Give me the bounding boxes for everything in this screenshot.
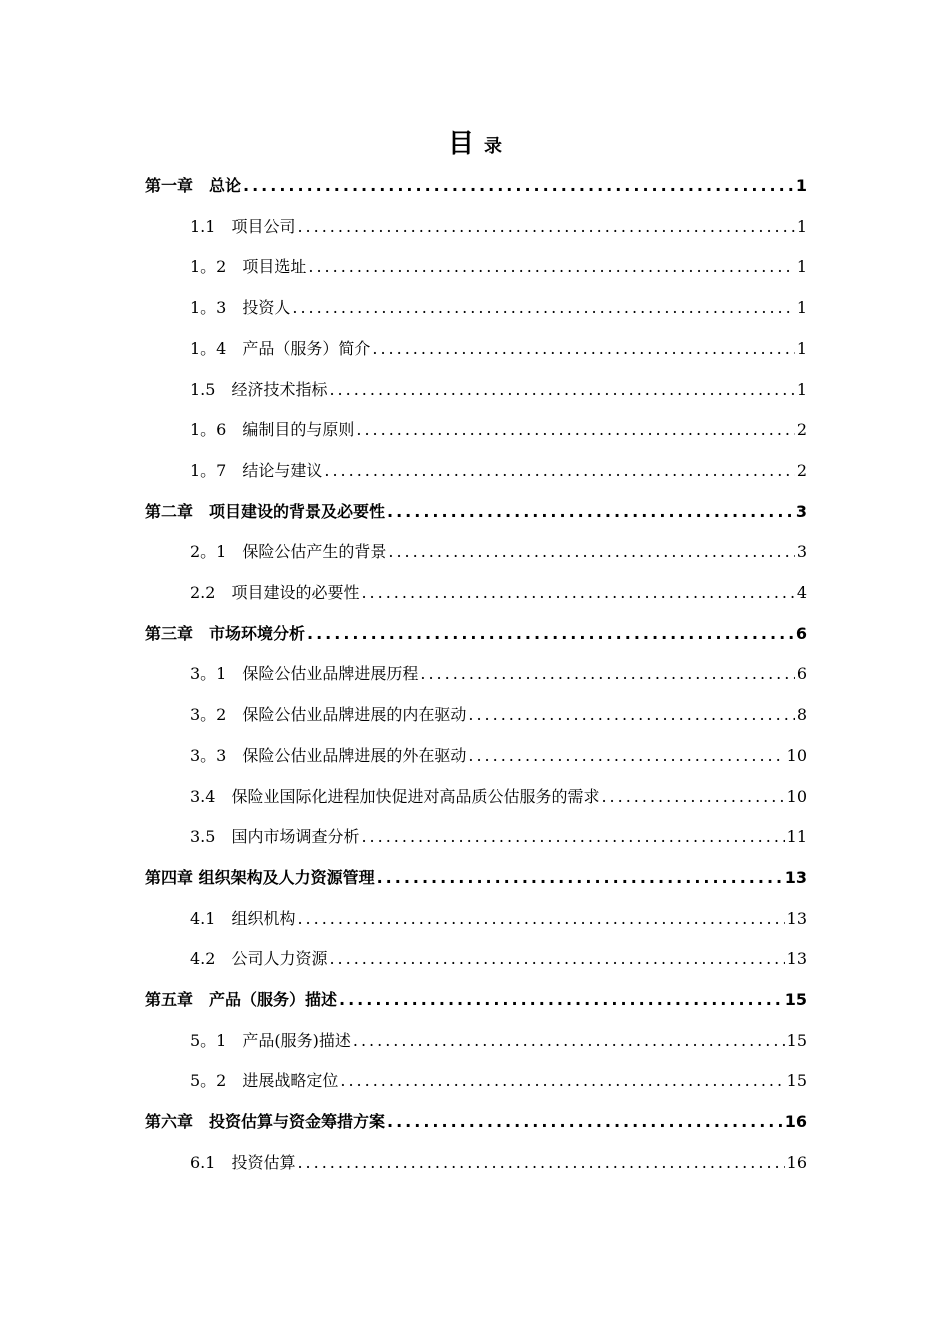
- toc-dot-leader: [329, 374, 794, 406]
- toc-dot-leader: [339, 984, 783, 1016]
- toc-page-number: 2: [796, 460, 807, 480]
- toc-entry-label: 3。2 保险公估业品牌进展的内在驱动: [190, 705, 467, 725]
- toc-dot-leader: [353, 1025, 785, 1057]
- toc-entry-label: 1。4 产品（服务）简介: [190, 338, 371, 358]
- toc-page-number: 3: [796, 542, 807, 562]
- toc-chapter-entry[interactable]: [145, 618, 807, 650]
- toc-page-number: 1: [796, 338, 807, 358]
- toc-entry-label: 2。1 保险公估产生的背景: [190, 542, 387, 562]
- toc-entry-label: 6.1 投资估算: [190, 1152, 296, 1172]
- toc-page-number: 1: [796, 379, 807, 399]
- toc-page-number: 1: [796, 257, 807, 277]
- toc-dot-leader: [340, 1065, 784, 1097]
- toc-dot-leader: [361, 821, 784, 853]
- toc-page-number: 3: [795, 501, 807, 521]
- toc-page-number: 6: [795, 623, 807, 643]
- toc-page-number: 15: [786, 1071, 807, 1091]
- toc-chapter-entry[interactable]: [145, 862, 807, 894]
- toc-page-number: 10: [786, 786, 807, 806]
- toc-entry-label: 第三章 市场环境分析: [145, 623, 306, 643]
- toc-entry-label: 5。1 产品(服务)描述: [190, 1030, 351, 1050]
- toc-entry-label: 1.5 经济技术指标: [190, 379, 328, 399]
- toc-chapter-entry[interactable]: [145, 984, 807, 1016]
- toc-dot-leader: [387, 496, 794, 528]
- toc-entry-label: 第二章 项目建设的背景及必要性: [145, 501, 386, 521]
- toc-section-entry[interactable]: [190, 903, 807, 935]
- toc-entry-label: 3.5 国内市场调查分析: [190, 827, 360, 847]
- toc-dot-leader: [307, 618, 794, 650]
- toc-dot-leader: [297, 211, 794, 243]
- toc-page-number: 2: [796, 420, 807, 440]
- toc-page-number: 16: [784, 1112, 807, 1132]
- toc-entry-label: 5。2 进展战略定位: [190, 1071, 339, 1091]
- toc-entry-label: 1。2 项目选址: [190, 257, 307, 277]
- toc-entry-label: 第一章 总论: [145, 176, 242, 195]
- toc-page-number: 11: [786, 827, 807, 847]
- toc-section-entry[interactable]: [190, 577, 807, 609]
- toc-entry-label: 3。3 保险公估业品牌进展的外在驱动: [190, 745, 467, 765]
- toc-dot-leader: [468, 740, 784, 772]
- toc-dot-leader: [308, 251, 794, 283]
- toc-dot-leader: [420, 658, 794, 690]
- toc-dot-leader: [292, 292, 794, 324]
- toc-dot-leader: [329, 943, 784, 975]
- toc-dot-leader: [601, 781, 784, 813]
- toc-entry-label: 3。1 保险公估业品牌进展历程: [190, 664, 419, 684]
- toc-dot-leader: [377, 862, 783, 894]
- toc-section-entry[interactable]: [190, 658, 807, 690]
- toc-page-number: 16: [786, 1152, 807, 1172]
- toc-chapter-entry[interactable]: [145, 170, 807, 202]
- toc-page-number: 4: [796, 583, 807, 602]
- toc-section-entry[interactable]: [190, 455, 807, 487]
- toc-section-entry[interactable]: [190, 414, 807, 446]
- toc-title-main: 目: [447, 129, 474, 159]
- toc-entry-label: 第四章 组织架构及人力资源管理: [145, 867, 375, 887]
- toc-chapter-entry[interactable]: [145, 1106, 807, 1138]
- toc-section-entry[interactable]: [190, 211, 807, 243]
- toc-title: [0, 128, 950, 163]
- toc-page-number: 10: [786, 745, 807, 765]
- toc-page-number: 15: [784, 990, 807, 1009]
- toc-chapter-entry[interactable]: [145, 496, 807, 528]
- toc-section-entry[interactable]: [190, 1065, 807, 1097]
- toc-page-number: 1: [795, 176, 807, 195]
- toc-entry-label: 1。3 投资人: [190, 298, 291, 318]
- toc-page-number: 8: [796, 705, 807, 725]
- toc-section-entry[interactable]: [190, 943, 807, 975]
- toc-entry-label: 1.1 项目公司: [190, 216, 296, 236]
- toc-section-entry[interactable]: [190, 374, 807, 406]
- toc-entry-label: 2.2 项目建设的必要性: [190, 583, 360, 602]
- toc-page-number: 1: [796, 298, 807, 318]
- toc-page-number: 13: [786, 949, 807, 969]
- toc-title-sub: 录: [484, 136, 502, 157]
- toc-entry-label: 4.1 组织机构: [190, 908, 296, 928]
- toc-section-entry[interactable]: [190, 781, 807, 813]
- toc-dot-leader: [388, 536, 794, 568]
- toc-section-entry[interactable]: [190, 333, 807, 365]
- toc-entry-label: 1。7 结论与建议: [190, 460, 323, 480]
- toc-entry-label: 3.4 保险业国际化进程加快促进对高品质公估服务的需求: [190, 786, 600, 806]
- toc-dot-leader: [297, 1147, 784, 1179]
- toc-section-entry[interactable]: [190, 251, 807, 283]
- toc-dot-leader: [356, 414, 794, 446]
- toc-dot-leader: [468, 699, 794, 731]
- toc-page-number: 1: [796, 216, 807, 236]
- toc-section-entry[interactable]: [190, 740, 807, 772]
- toc-dot-leader: [297, 903, 784, 935]
- toc-section-entry[interactable]: [190, 1025, 807, 1057]
- toc-entry-label: 第六章 投资估算与资金筹措方案: [145, 1112, 386, 1132]
- toc-dot-leader: [387, 1106, 783, 1138]
- toc-section-entry[interactable]: [190, 1147, 807, 1179]
- toc-entry-label: 4.2 公司人力资源: [190, 949, 328, 969]
- toc-dot-leader: [324, 455, 794, 487]
- toc-section-entry[interactable]: [190, 699, 807, 731]
- toc-dot-leader: [243, 170, 794, 202]
- toc-page-number: 15: [786, 1030, 807, 1050]
- toc-dot-leader: [361, 577, 794, 609]
- toc-page-number: 13: [786, 908, 807, 928]
- toc-dot-leader: [372, 333, 794, 365]
- toc-entry-label: 第五章 产品（服务）描述: [145, 990, 338, 1009]
- toc-section-entry[interactable]: [190, 536, 807, 568]
- toc-page-number: 6: [796, 664, 807, 684]
- toc-entry-label: 1。6 编制目的与原则: [190, 420, 355, 440]
- toc-section-entry[interactable]: [190, 292, 807, 324]
- toc-section-entry[interactable]: [190, 821, 807, 853]
- toc-page-number: 13: [784, 867, 807, 887]
